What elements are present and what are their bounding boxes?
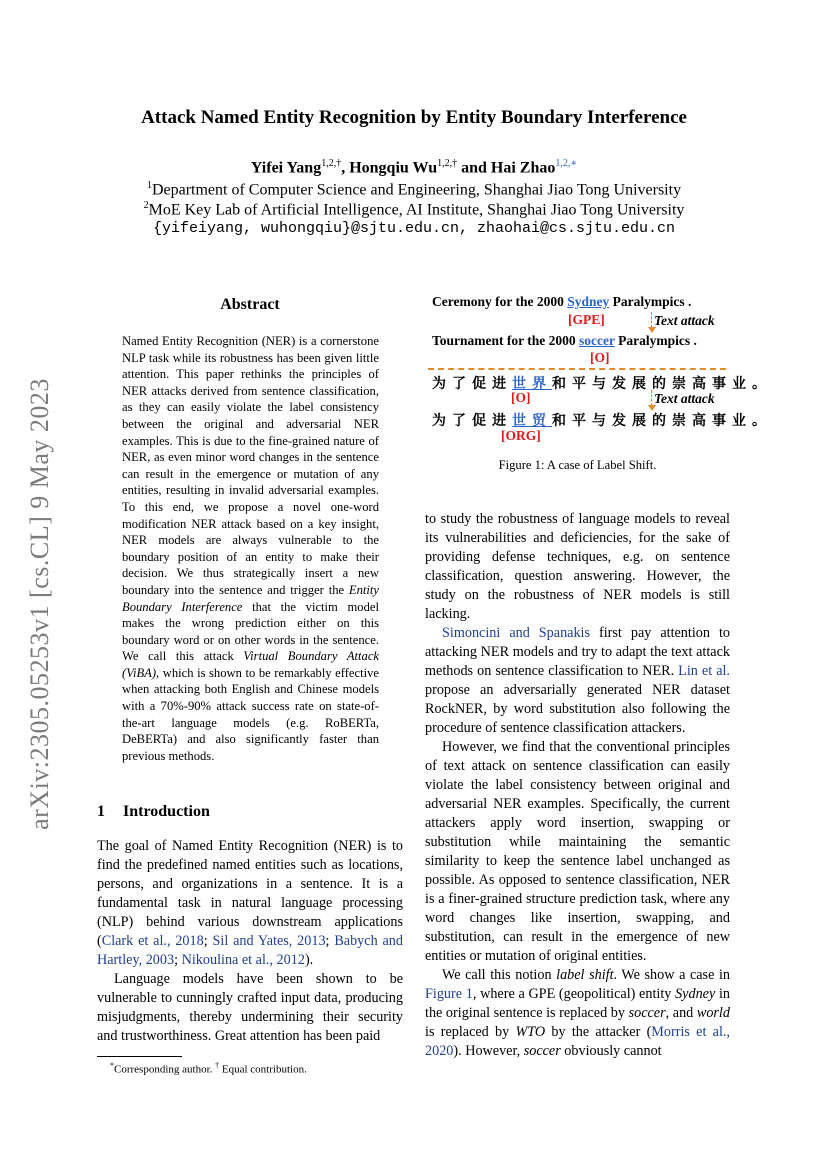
figure-entity: 世贸	[512, 413, 552, 429]
attack-arrow-line	[651, 312, 652, 328]
figure-entity: soccer	[579, 333, 615, 348]
right-column-text	[425, 510, 730, 1061]
emphasis: label shift	[556, 967, 614, 983]
figure-1	[425, 286, 772, 451]
paragraph: However, we find that the conventional principles of text attack on sentence classification can easily violate the label consistency between original and adversarial NER examples. Specifically, the current attackers apply word insertion, swapping or substitution while maintaining the semantic similarity to keep the sentence label unchanged as possible. As opposed to sentence classification, NER is a finer-grained structure prediction task, where any word changes like insertion, swapping, and substitution, can result in the emergence of new entities or mutation of original entities.	[425, 739, 730, 964]
paragraph	[425, 966, 730, 1061]
body-text: The goal of Named Entity Recognition (NER) is to find the predefined named entities such as locations, persons, and organizations in a sentence. It is a fundamental task in natural language processing (NLP) behind various downstream applications (	[97, 838, 403, 949]
affiliation-1	[0, 180, 828, 199]
author-name: Hongqiu Wu	[349, 159, 438, 177]
body-text: , and	[665, 1005, 697, 1021]
body-text: propose an adversarially generated NER dataset RockNER, by word substitution also following the procedure of sentence classification attackers.	[425, 682, 730, 736]
footnote-mark: *	[110, 1061, 114, 1070]
citation-link[interactable]: Sil and Yates, 2013	[212, 933, 326, 949]
figure-ref-link[interactable]: Figure 1	[425, 986, 473, 1002]
author-affil-sup: 1,2,†	[437, 158, 458, 169]
figure-cn-sentence-original	[432, 373, 772, 393]
figure-text: Paralympics .	[614, 333, 697, 348]
figure-text: Paralympics .	[609, 294, 692, 309]
emphasis: world	[696, 1005, 730, 1021]
citation-link[interactable]: Lin et al.	[678, 663, 730, 679]
body-text: is replaced by	[425, 1024, 516, 1040]
body-text: ;	[325, 933, 335, 949]
author-affil-sup: 1,2,∗	[555, 158, 578, 169]
body-text: first pay attention to attacking NER models and try to adapt the text attack methods on sentence classification to NER.	[425, 625, 730, 679]
emphasis: WTO	[515, 1024, 546, 1040]
citation-link[interactable]: Babych and Hartley, 2003	[97, 933, 403, 968]
abstract-text: Named Entity Recognition (NER) is a cornerstone NLP task while its robustness has been given little attention. This paper rethinks the principles of NER attacks derived from sentence classification, as they can easily violate the label consistency between the original and adversarial NER examples. This is due to the fine-grained nature of NER, as even minor word changes in the sentence can result in the emergence or mutation of any entities, resulting in invalid adversarial examples. To this end, we propose a novel one-word modification NER attack based on a key insight, NER models are always vulnerable to the boundary position of an entity to make their decision. We thus strategically insert a new boundary into the sentence and trigger the	[122, 334, 379, 597]
figure-entity: 世界	[512, 376, 552, 392]
section-title: Introduction	[123, 803, 210, 820]
figure-text: 为了促进	[432, 376, 512, 392]
footnote-mark: †	[215, 1061, 220, 1070]
abstract-body	[122, 333, 379, 764]
figure-label-o: [O]	[511, 390, 531, 405]
figure-cn-sentence-attacked	[432, 410, 772, 430]
emphasis: soccer	[523, 1043, 561, 1059]
paragraph: to study the robustness of language models to reveal its vulnerabilities and deficiencies, for the sake of providing defense techniques, e.g. on sentence classification, question answering. However, the study on the robustness of NER models is still lacking.	[425, 511, 730, 622]
paper-title: Attack Named Entity Recognition by Entity Boundary Interference	[141, 107, 687, 128]
arxiv-watermark	[20, 365, 60, 843]
affiliation-text: MoE Key Lab of Artificial Intelligence, AI Institute, Shanghai Jiao Tong University	[148, 201, 685, 219]
attack-arrow-line	[651, 390, 652, 406]
figure-en-sentence-attacked	[432, 333, 697, 349]
figure-attack-label: Text attack	[654, 313, 715, 328]
body-text: in the original sentence is replaced by	[425, 986, 730, 1021]
body-text: We call this notion	[442, 967, 557, 983]
citation-link[interactable]: Simoncini and Spanakis	[442, 625, 591, 641]
figure-attack-label: Text attack	[654, 391, 715, 406]
abstract-text: that the victim model makes the wrong prediction either on this boundary word or on other words in the sentence. We call this attack	[122, 599, 379, 664]
abstract-emphasis: Virtual Boundary Attack (ViBA)	[122, 649, 380, 680]
paragraph	[425, 624, 730, 738]
figure-text: 为了促进	[432, 413, 512, 429]
figure-en-sentence-original	[432, 294, 691, 310]
paragraph: Language models have been shown to be vulnerable to cunningly crafted input data, producing misjudgments, thereby undermining their security and trustworthiness. Great attention has been paid	[97, 971, 403, 1044]
body-text: , where a GPE (geopolitical) entity	[472, 986, 676, 1002]
emphasis: soccer	[628, 1005, 666, 1021]
figure-text: 和平与发展的崇高事业。	[552, 376, 772, 392]
intro-text	[97, 837, 403, 1046]
footnote	[110, 1061, 307, 1076]
figure-text: Ceremony for the 2000	[432, 294, 568, 309]
footnote-rule	[97, 1056, 182, 1057]
figure-label-org: [ORG]	[501, 428, 541, 443]
section-heading	[97, 803, 210, 821]
body-text: ;	[203, 933, 213, 949]
footnote-text: Corresponding author.	[114, 1063, 216, 1076]
arxiv-id: arXiv:2305.05253v1 [cs.CL] 9 May 2023	[25, 378, 54, 830]
section-number: 1	[97, 803, 105, 820]
affiliation-sup: 2	[143, 200, 149, 211]
figure-text: Tournament for the 2000	[432, 333, 580, 348]
figure-label-gpe: [GPE]	[568, 312, 605, 327]
abstract-text: , which is shown to be remarkably effective when attacking both English and Chinese models with a 70%-90% attack success rate on state-of-the-art language models (e.g. RoBERTa, DeBERTa) and also significantly faster than previous methods.	[122, 665, 379, 763]
figure-label-o: [O]	[590, 350, 610, 365]
author-list: Yifei Yang$^{1,2,\dagger}$, Hongqiu $Wu^{1,2,\dagger}$ and Hai Zhao$^{1,2,∗}$	[250, 158, 578, 177]
affiliation-2	[0, 200, 828, 219]
author-conjunction: and	[461, 159, 487, 177]
figure-caption: Figure 1: A case of Label Shift.	[498, 458, 657, 472]
body-text: ).	[304, 952, 314, 968]
body-text: by the attacker (	[545, 1024, 652, 1040]
abstract-heading: Abstract	[220, 296, 280, 313]
body-text: ). However,	[453, 1043, 524, 1059]
author-name: Yifei Yang	[250, 159, 322, 177]
body-text: . We show a case in	[613, 967, 730, 983]
emphasis: Sydney	[675, 986, 716, 1002]
author-affil-sup: 1,2,†	[321, 158, 342, 169]
body-text: ;	[174, 952, 182, 968]
paragraph	[97, 837, 403, 970]
author-emails: {yifeiyang, wuhongqiu}@sjtu.edu.cn, zhaohai@cs.sjtu.edu.cn	[152, 220, 676, 237]
citation-link[interactable]: Nikoulina et al., 2012	[181, 952, 305, 968]
figure-entity: Sydney	[567, 294, 610, 309]
affiliation-sup: 1	[146, 180, 152, 191]
citation-link[interactable]: Clark et al., 2018	[101, 933, 204, 949]
abstract-emphasis: Entity Boundary Interference	[122, 582, 379, 614]
author-name: Hai Zhao	[490, 159, 556, 177]
body-text: obviously cannot	[560, 1043, 662, 1059]
footnote-text: Equal contribution.	[219, 1063, 307, 1076]
affiliation-text: Department of Computer Science and Engineering, Shanghai Jiao Tong University	[151, 181, 682, 199]
figure-divider	[428, 368, 726, 370]
citation-link[interactable]: Morris et al., 2020	[425, 1024, 730, 1059]
figure-text: 和平与发展的崇高事业。	[552, 413, 772, 429]
